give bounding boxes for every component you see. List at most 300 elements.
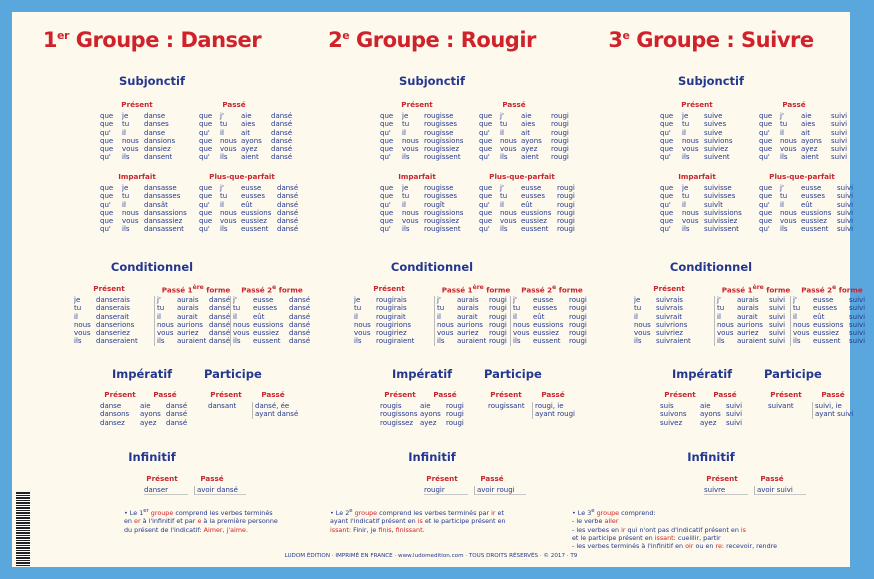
conjugation-word: j': [513, 296, 517, 304]
conjugation-word: suivi: [769, 329, 786, 338]
conjugation-word: vous: [122, 145, 139, 154]
conjugation-word: tu: [402, 192, 410, 201]
section-participe: Participe: [204, 367, 262, 381]
conjugation-row: [380, 201, 479, 209]
conjugation-word: aient: [241, 153, 259, 162]
conjugation-row: [717, 304, 791, 312]
conjugation-word: vous: [682, 217, 699, 226]
conjugation-word: eussent: [253, 337, 281, 346]
conjugation-word: dansé: [209, 320, 231, 329]
conjugation-word: vous: [793, 329, 810, 338]
conjugation-word: qu': [759, 153, 770, 162]
infinitif-passe-value: avoir rougi: [474, 486, 526, 495]
conjugation-word: eussiez: [801, 217, 827, 226]
conjugation-row: [199, 201, 299, 209]
label-subjonctif-imparfait: Imparfait: [118, 172, 156, 181]
conjugation-row: [437, 321, 511, 329]
conjugation-word: rougi: [446, 418, 464, 427]
label-conditionnel-passe-1: [714, 284, 798, 294]
conjugation-word: aie: [241, 112, 252, 120]
conjugation-row: [199, 153, 295, 161]
group-title-text: Groupe : Rougir: [349, 28, 536, 52]
label-suffix: forme: [763, 285, 791, 295]
note-text: oir: [685, 541, 694, 550]
conjugation-row: [759, 137, 855, 145]
conjugation-word: que: [759, 208, 773, 217]
table-imperatif-present: [100, 402, 140, 427]
note-text: en: [124, 517, 135, 526]
label-infinitif-present: Présent: [146, 474, 178, 483]
label-suffix: forme: [276, 285, 303, 295]
note-text: issant: [330, 525, 349, 534]
conjugation-word: nous: [500, 136, 517, 145]
note-text: : recevoir, rendre: [721, 541, 778, 550]
conjugation-row: [717, 337, 791, 345]
conjugation-row: [479, 217, 579, 225]
conjugation-row: [100, 192, 199, 200]
conjugation-word: ayons: [241, 136, 262, 145]
conjugation-word: qu': [199, 225, 210, 234]
conjugation-word: suive: [704, 128, 723, 137]
conjugation-word: il: [220, 128, 224, 137]
label-imperatif-present: Présent: [384, 390, 416, 399]
conjugation-row: [759, 145, 855, 153]
conjugation-word: aient: [801, 153, 819, 162]
conjugation-word: aie: [420, 402, 431, 410]
conjugation-word: rougi: [489, 296, 507, 304]
conjugation-word: ait: [801, 128, 810, 137]
conjugation-word: eusses: [521, 192, 545, 201]
section-infinitif: Infinitif: [687, 450, 735, 464]
conjugation-row: [199, 192, 299, 200]
conjugation-word: rougît: [424, 200, 445, 209]
conjugation-word: nous: [793, 320, 810, 329]
conjugation-row: [759, 120, 855, 128]
conjugation-row: [354, 329, 430, 337]
conjugation-word: suivi: [769, 320, 786, 329]
label-suffix: forme: [836, 285, 863, 295]
conjugation-word: rougissiez: [424, 217, 460, 226]
conjugation-row: [717, 296, 791, 304]
conjugation-word: rougissent: [424, 153, 461, 162]
conjugation-word: dansé: [209, 312, 231, 321]
note-text: comprend:: [619, 509, 656, 518]
conjugation-word: tu: [220, 192, 228, 201]
conjugation-word: dansé: [271, 145, 293, 154]
label-text: Passé 1: [441, 285, 473, 295]
conjugation-word: nous: [122, 208, 139, 217]
section-imperatif: Impératif: [112, 367, 173, 381]
conjugation-word: rougiraient: [376, 337, 415, 346]
conjugation-word: il: [122, 200, 126, 209]
label-subjonctif-passe: Passé: [222, 100, 246, 109]
conjugation-word: ils: [780, 225, 788, 234]
conjugation-word: dansé: [209, 296, 231, 304]
conjugation-row: [380, 410, 420, 418]
conjugation-word: il: [220, 200, 224, 209]
table-conditionnel-passe-1: [714, 296, 791, 346]
conjugation-word: je: [74, 296, 81, 304]
conjugation-word: dansé: [277, 225, 299, 234]
label-participe-passe: Passé: [261, 390, 285, 399]
conjugation-word: je: [402, 184, 409, 192]
table-subjonctif-plus-que-parfait: [479, 184, 579, 234]
conjugation-word: eusses: [253, 304, 277, 313]
conjugation-word: ayez: [801, 145, 818, 154]
label-text: Passé 1: [161, 285, 193, 295]
conjugation-row: [717, 313, 791, 321]
conjugation-word: dansé: [166, 410, 188, 419]
conjugation-word: dansé: [289, 329, 311, 338]
note-text: groupe: [596, 509, 620, 518]
section-subjonctif: Subjonctif: [678, 74, 744, 88]
conjugation-word: il: [500, 200, 504, 209]
conjugation-row: [660, 192, 759, 200]
conjugation-word: suivi: [849, 337, 866, 346]
conjugation-word: suivi: [837, 200, 854, 209]
conjugation-word: que: [380, 120, 394, 129]
conjugation-row: [74, 337, 150, 345]
table-conditionnel-present: [634, 296, 710, 346]
conjugation-word: suivraient: [656, 337, 691, 346]
note-text: - les verbes en: [572, 525, 622, 534]
participe-passe-line: ayant dansé: [255, 410, 299, 419]
conjugation-word: eussent: [813, 337, 841, 346]
table-imperatif-passe: [700, 402, 750, 427]
label-subjonctif-imparfait: Imparfait: [678, 172, 716, 181]
conjugation-word: vous: [780, 217, 797, 226]
conjugation-word: il: [233, 312, 237, 321]
conjugation-word: eusse: [801, 184, 822, 192]
conjugation-word: ait: [241, 128, 250, 137]
conjugation-word: que: [199, 112, 213, 120]
conjugation-word: il: [354, 312, 358, 321]
conjugation-word: rougiriez: [376, 329, 407, 338]
section-conditionnel: Conditionnel: [669, 260, 753, 274]
conjugation-word: vous: [220, 145, 237, 154]
table-subjonctif-present: [660, 112, 754, 162]
conjugation-word: aurions: [177, 320, 203, 329]
conjugation-row: [479, 192, 579, 200]
section-participe: Participe: [484, 367, 542, 381]
conjugation-word: ils: [780, 153, 788, 162]
infinitif-passe-value: avoir dansé: [194, 486, 246, 495]
note-line: [572, 507, 812, 517]
conjugation-word: qu': [759, 225, 770, 234]
conjugation-row: [759, 129, 855, 137]
label-conditionnel-present: Présent: [653, 284, 685, 293]
participe-passe-line: ayant suivi: [815, 410, 854, 419]
conjugation-word: suivi: [769, 296, 786, 304]
conjugation-word: rougi: [551, 112, 569, 120]
participe-passe-line: rougi, ie: [535, 402, 564, 410]
conjugation-word: eusse: [521, 184, 542, 192]
conjugation-word: que: [199, 136, 213, 145]
note-text: • Le 1: [124, 509, 144, 518]
conjugation-row: [380, 145, 474, 153]
conjugation-word: qu': [380, 128, 391, 137]
conjugation-word: tu: [780, 192, 788, 201]
conjugation-row: [479, 145, 575, 153]
conjugation-row: [199, 120, 295, 128]
conjugation-word: ils: [220, 225, 228, 234]
conjugation-word: vous: [74, 329, 91, 338]
conjugation-word: ils: [793, 337, 801, 346]
conjugation-word: aies: [801, 120, 816, 129]
conjugation-row: [380, 120, 474, 128]
conjugation-word: ils: [437, 337, 445, 346]
conjugation-row: [100, 402, 140, 410]
conjugation-word: aurais: [457, 304, 479, 313]
conjugation-row: [793, 313, 869, 321]
conjugation-word: rougisses: [424, 120, 458, 129]
conjugation-word: eût: [521, 200, 533, 209]
conjugation-word: eût: [241, 200, 253, 209]
conjugation-row: [420, 410, 470, 418]
conjugation-word: j': [437, 296, 441, 304]
note-text: is: [417, 517, 423, 526]
conjugation-word: suivrions: [656, 320, 688, 329]
conjugation-word: danse: [144, 112, 166, 120]
label-subjonctif-plus-que-parfait: Plus-que-parfait: [489, 172, 555, 181]
label-text: Passé 2: [801, 285, 833, 295]
conjugation-word: que: [380, 184, 394, 192]
conjugation-row: [660, 410, 700, 418]
conjugation-word: aurais: [737, 304, 759, 313]
conjugation-word: eusse: [533, 296, 554, 304]
conjugation-word: rougissons: [380, 410, 418, 419]
conjugation-word: aie: [700, 402, 711, 410]
conjugation-word: je: [634, 296, 641, 304]
conjugation-word: que: [100, 192, 114, 201]
conjugation-word: eussiez: [521, 217, 547, 226]
label-conditionnel-passe-1: [154, 284, 238, 294]
conjugation-word: rougissions: [424, 136, 464, 145]
conjugation-word: suivi: [849, 304, 866, 313]
conjugation-word: il: [500, 128, 504, 137]
conjugation-row: [74, 304, 150, 312]
note-text: finis: [378, 525, 392, 534]
table-conditionnel-passe-2: [790, 296, 869, 346]
conjugation-word: rougi: [446, 410, 464, 419]
conjugation-word: suiviez: [704, 145, 729, 154]
conjugation-word: vous: [780, 145, 797, 154]
label-sup: e: [272, 284, 277, 291]
conjugation-word: que: [479, 208, 493, 217]
conjugation-word: rougisse: [424, 128, 454, 137]
conjugation-word: nous: [682, 208, 699, 217]
conjugation-row: [479, 120, 575, 128]
conjugation-word: tu: [634, 304, 642, 313]
conjugation-word: vous: [233, 329, 250, 338]
conjugation-row: [157, 321, 231, 329]
conjugation-word: tu: [233, 304, 241, 313]
label-conditionnel-passe-1: [434, 284, 518, 294]
conjugation-word: dansasses: [144, 192, 181, 201]
conjugation-row: [380, 419, 420, 427]
conjugation-row: [437, 304, 511, 312]
conjugation-word: qu': [479, 225, 490, 234]
conjugation-word: aurais: [177, 296, 199, 304]
table-subjonctif-imparfait: [660, 184, 759, 234]
conjugation-word: ils: [354, 337, 362, 346]
conjugation-word: il: [780, 200, 784, 209]
conjugation-word: tu: [157, 304, 165, 313]
label-suffix: forme: [556, 285, 583, 295]
conjugation-word: eussions: [813, 320, 844, 329]
group-title-text: Groupe : Suivre: [629, 28, 814, 52]
conjugation-word: dansé: [166, 418, 188, 427]
conjugation-word: rougi: [569, 296, 587, 304]
label-participe-present: Présent: [770, 390, 802, 399]
conjugation-word: dansassiez: [144, 217, 183, 226]
conjugation-word: nous: [682, 136, 699, 145]
conjugation-word: ils: [157, 337, 165, 346]
conjugation-word: nous: [402, 136, 419, 145]
conjugation-row: [634, 337, 710, 345]
column-troisieme-groupe: [572, 12, 866, 550]
conjugation-word: danserais: [96, 304, 130, 313]
conjugation-row: [660, 112, 754, 120]
label-subjonctif-present: Présent: [121, 100, 153, 109]
note-text: issant: [654, 533, 674, 542]
table-subjonctif-passe: [479, 112, 575, 162]
conjugation-row: [479, 201, 579, 209]
conjugation-word: qu': [660, 225, 671, 234]
conjugation-word: rougissions: [424, 208, 464, 217]
conjugation-row: [420, 419, 470, 427]
note-text: et le participe présent en: [422, 517, 506, 526]
note-line: [330, 517, 570, 525]
conjugation-word: ayez: [420, 418, 437, 427]
conjugation-word: rougi: [551, 145, 569, 154]
label-infinitif-passe: Passé: [480, 474, 504, 483]
conjugation-word: il: [402, 200, 406, 209]
conjugation-word: rougi: [557, 184, 575, 192]
conjugation-row: [634, 321, 710, 329]
conjugation-word: que: [759, 136, 773, 145]
note-line: [572, 526, 812, 534]
label-participe-present: Présent: [490, 390, 522, 399]
table-subjonctif-present: [100, 112, 194, 162]
note-text: er: [134, 517, 141, 526]
conjugation-word: vous: [122, 217, 139, 226]
note-text: ou en: [693, 541, 716, 550]
conjugation-word: eussions: [801, 208, 832, 217]
participe-present-value: suivant: [768, 402, 794, 410]
conjugation-word: aurait: [737, 312, 758, 321]
conjugation-row: [380, 112, 474, 120]
conjugation-word: suivi: [726, 410, 743, 419]
note-text: - les verbes terminés à l'infinitif en: [572, 541, 686, 550]
note-text: groupe: [150, 509, 174, 518]
conjugation-word: que: [759, 192, 773, 201]
conjugation-word: j': [233, 296, 237, 304]
label-imperatif-passe: Passé: [433, 390, 457, 399]
label-participe-present: Présent: [210, 390, 242, 399]
section-conditionnel: Conditionnel: [390, 260, 474, 274]
conjugation-word: ayons: [521, 136, 542, 145]
conjugation-word: qu': [380, 153, 391, 162]
conjugation-row: [437, 296, 511, 304]
group-title: [572, 28, 850, 52]
conjugation-word: rougi: [569, 337, 587, 346]
label-imperatif-present: Présent: [104, 390, 136, 399]
note-sup: er: [143, 508, 149, 514]
conjugation-word: que: [660, 217, 674, 226]
conjugation-word: nous: [74, 320, 91, 329]
conjugation-word: que: [380, 145, 394, 154]
conjugation-word: ayez: [521, 145, 538, 154]
conjugation-word: que: [660, 192, 674, 201]
conjugation-word: rougi: [489, 312, 507, 321]
conjugation-word: ait: [521, 128, 530, 137]
conjugation-word: aient: [521, 153, 539, 162]
note-line: [572, 534, 812, 542]
conjugation-row: [354, 321, 430, 329]
conjugation-word: suivrait: [656, 312, 683, 321]
conjugation-word: aurions: [457, 320, 483, 329]
conjugation-word: dansé: [271, 128, 293, 137]
conjugation-word: que: [199, 217, 213, 226]
conjugation-row: [759, 112, 855, 120]
conjugation-row: [660, 129, 754, 137]
conjugation-word: aurais: [457, 296, 479, 304]
conjugation-word: nous: [634, 320, 651, 329]
conjugation-word: qu': [199, 200, 210, 209]
label-text: Passé 1: [721, 285, 753, 295]
conjugation-word: rougi: [569, 312, 587, 321]
conjugation-word: dansé: [271, 153, 293, 162]
conjugation-word: suivi: [726, 402, 743, 410]
conjugation-row: [380, 129, 474, 137]
conjugation-word: il: [634, 312, 638, 321]
conjugation-word: dansé: [277, 184, 299, 192]
label-sup: ère: [192, 284, 204, 291]
conjugation-word: nous: [717, 320, 734, 329]
conjugation-word: suivi: [726, 418, 743, 427]
conjugation-word: ils: [682, 225, 690, 234]
section-infinitif: Infinitif: [408, 450, 456, 464]
conjugation-row: [660, 419, 700, 427]
conjugation-word: dansez: [100, 418, 125, 427]
conjugation-row: [199, 145, 295, 153]
label-subjonctif-plus-que-parfait: Plus-que-parfait: [209, 172, 275, 181]
label-subjonctif-imparfait: Imparfait: [398, 172, 436, 181]
conjugation-row: [157, 296, 231, 304]
note-text: re: [715, 541, 722, 550]
conjugation-row: [380, 225, 479, 233]
conjugation-word: auriez: [457, 329, 479, 338]
conjugation-word: dansasse: [144, 184, 177, 192]
conjugation-row: [634, 304, 710, 312]
conjugation-word: vous: [402, 145, 419, 154]
label-infinitif-present: Présent: [706, 474, 738, 483]
conjugation-word: nous: [402, 208, 419, 217]
conjugation-word: ayez: [140, 418, 157, 427]
note-text: ,: [391, 525, 396, 534]
group-number-suffix: e: [622, 29, 630, 42]
conjugation-word: que: [199, 145, 213, 154]
conjugation-row: [100, 184, 199, 192]
conjugation-word: eussiez: [533, 329, 559, 338]
group-number: 2: [328, 28, 343, 52]
conjugation-word: que: [759, 120, 773, 129]
conjugation-word: il: [717, 312, 721, 321]
conjugation-row: [199, 217, 299, 225]
table-conditionnel-present: [74, 296, 150, 346]
conjugation-row: [793, 296, 869, 304]
